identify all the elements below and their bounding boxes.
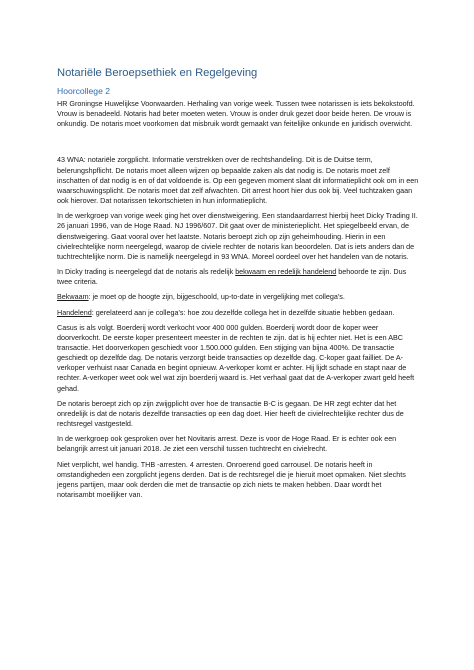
term-bekwaam: Bekwaam <box>57 292 89 302</box>
paragraph-casus: Casus is als volgt. Boerderij wordt verkocht voor 400 000 gulden. Boerderij wordt door de koper weer doorverkocht. De eerste koper presenteert meester in de rechten te zijn. dat is hij echter niet. Het is een ABC transactie. Het doorverkopen geschiedt voor 1.500.000 gulden. Een stijging van bijna 400%. De transactie geschiedt op dezelfde dag. De notaris verzorgt beide transacties op dezelfde dag. C-koper gaat failliet. De A-verkoper verhuist naar Canada en begint opnieuw. A-verkoper komt er achter. Hij lijdt schade en stapt naar de rechter. A-verkoper weet ook wel wat zijn boerderij waard is. Het verhaal gaat dat de A-verkoper zwart geld heeft gehad. <box>57 322 415 393</box>
paragraph-dienstweigering: In de werkgroep van vorige week ging het over dienstweigering. Een standaardarrest hierbij heet Dicky Trading II. 26 januari 1996, van de Hoge Raad. NJ 1996/607. Dit gaat over de ministerieplicht. Het spiegelbeeld ervan, de dienstweigering. Gaat vooral over het laatste. Notaris beroept zich op zijn geheimhouding. Hierin in een civielrechtelijke norm neergelegd, waarop de civiele rechter de notaris kan beoordelen. Dat is iets anders dan de tuchtrechtelijke norm. Die is namelijk neergelegd in 93 WNA. Moreel oordeel over het handelen van de notaris. <box>57 211 418 261</box>
paragraph-handelend <box>57 308 419 318</box>
paragraph-dicky-trading <box>57 267 419 287</box>
paragraph-novitaris: In de werkgroep ook gesproken over het Novitaris arrest. Deze is voor de Hoge Raad. Er is echter ook een belangrijk arrest uit januari 2018. Je ziet een verschil tussen tuchtrecht en civielrecht. <box>57 434 397 454</box>
dicky-text-before: In Dicky trading is neergelegd dat de notaris als redelijk <box>57 267 236 277</box>
term-handelend: Handelend <box>57 307 92 317</box>
paragraph-zwijgplicht: De notaris beroept zich op zijn zwijgplicht over hoe de transactie B-C is gegaan. De HR zegt echter dat het onredelijk is dat de notaris dezelfde transacties op een dag doet. Hier heeft de civielrechtelijke rechter dus de rechtsregel vastgesteld. <box>57 398 404 429</box>
paragraph-zorgplicht: 43 WNA: notariële zorgplicht. Informatie verstrekken over de rechtshandeling. Dit is de Duitse term, belerungshpflicht. De notaris moet alleen wijzen op bepaalde zaken als dat nodig is. De notaris moet zelf inschatten of dat nodig is en of dat voldoende is. Op een gegeven moment slaat dit informatieplicht ook om in een waarschuwingsplicht. De notaris moet dat zelf afwachten. Dit arrest hoort hier dus ook bij. Veel tuchtzaken gaan ook hierover. Dat notarissen tekortschieten in hun informatieplicht. <box>57 155 419 206</box>
document-title: Notariële Beroepsethiek en Regelgeving <box>57 67 258 79</box>
document-body <box>57 66 419 505</box>
dicky-text-after: behoorde te zijn. Dus twee criteria. <box>57 267 407 287</box>
paragraph-groningse: HR Groningse Huwelijkse Voorwaarden. Herhaling van vorige week. Tussen twee notarissen is iets bekokstoofd. Vrouw is benadeeld. Notaris had beter moeten weten. Vrouw is onder druk gezet door beide heren. De vrouw is onkundig. De notaris moet voorkomen dat misbruik wordt gemaakt van feitelijke onkunde en juridisch overwicht. <box>57 99 415 129</box>
definition-bekwaam: : je moet op de hoogte zijn, bijgeschoold, up-to-date in vergelijking met collega's. <box>88 292 345 302</box>
paragraph-thb-arresten: Niet verplicht, wel handig. THB -arresten. 4 arresten. Onroerend goed carrousel. De notaris heeft in omstandigheden een zorgplicht jegens derden. Dat is de rechtsregel die je hieruit moet opmaken. Niet slechts jegens partijen, maar ook derden die met de transactie op zich niets te maken hebben. Daar wordt het notarisambt moeilijker van. <box>57 459 406 499</box>
document-subtitle: Hoorcollege 2 <box>57 86 111 96</box>
paragraph-bekwaam <box>57 292 419 302</box>
definition-handelend: : gerelateerd aan je collega's: hoe zou dezelfde collega het in dezelfde situatie hebben gedaan. <box>91 307 395 317</box>
dicky-underlined-criteria: bekwaam en redelijk handelend <box>235 267 337 277</box>
